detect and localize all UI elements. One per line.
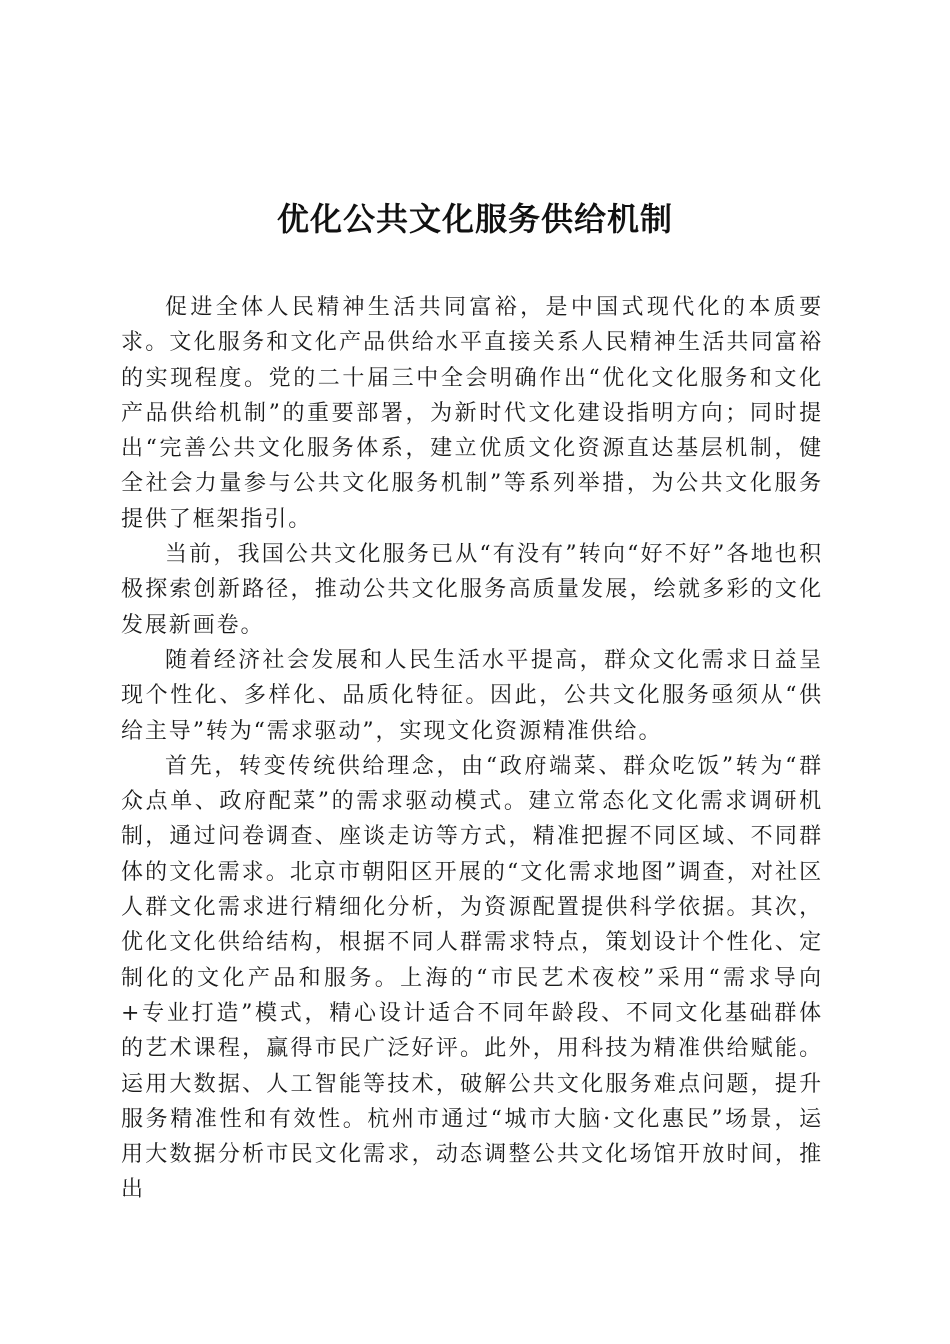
paragraph: 当前，我国公共文化服务已从“有没有”转向“好不好”各地也积极探索创新路径，推动公共文化服务高质量发展，绘就多彩的文化发展新画卷。 bbox=[121, 542, 823, 638]
paragraph: 促进全体人民精神生活共同富裕，是中国式现代化的本质要求。文化服务和文化产品供给水平直接关系人民精神生活共同富裕的实现程度。党的二十届三中全会明确作出“优化文化服务和文化产品供给机制”的重要部署，为新时代文化建设指明方向；同时提出“完善公共文化服务体系，建立优质文化资源直达基层机制，健全社会力量参与公共文化服务机制”等系列举措，为公共文化服务提供了框架指引。 bbox=[121, 295, 823, 532]
document-title: 优化公共文化服务供给机制 bbox=[276, 200, 673, 238]
document-body bbox=[121, 290, 823, 1208]
paragraph: 首先，转变传统供给理念，由“政府端菜、群众吃饭”转为“群众点单、政府配菜”的需求驱动模式。建立常态化文化需求调研机制，通过问卷调查、座谈走访等方式，精准把握不同区域、不同群体的文化需求。北京市朝阳区开展的“文化需求地图”调查，对社区人群文化需求进行精细化分析，为资源配置提供科学依据。其次，优化文化供给结构，根据不同人群需求特点，策划设计个性化、定制化的文化产品和服务。上海的“市民艺术夜校”采用“需求导向+专业打造”模式，精心设计适合不同年龄段、不同文化基础群体的艺术课程，赢得市民广泛好评。此外，用科技为精准供给赋能。运用大数据、人工智能等技术，破解公共文化服务难点问题，提升服务精准性和有效性。杭州市通过“城市大脑·文化惠民”场景，运用大数据分析市民文化需求，动态调整公共文化场馆开放时间，推出 bbox=[121, 753, 823, 1203]
paragraph: 随着经济社会发展和人民生活水平提高，群众文化需求日益呈现个性化、多样化、品质化特征。因此，公共文化服务亟须从“供给主导”转为“需求驱动”，实现文化资源精准供给。 bbox=[121, 647, 823, 744]
